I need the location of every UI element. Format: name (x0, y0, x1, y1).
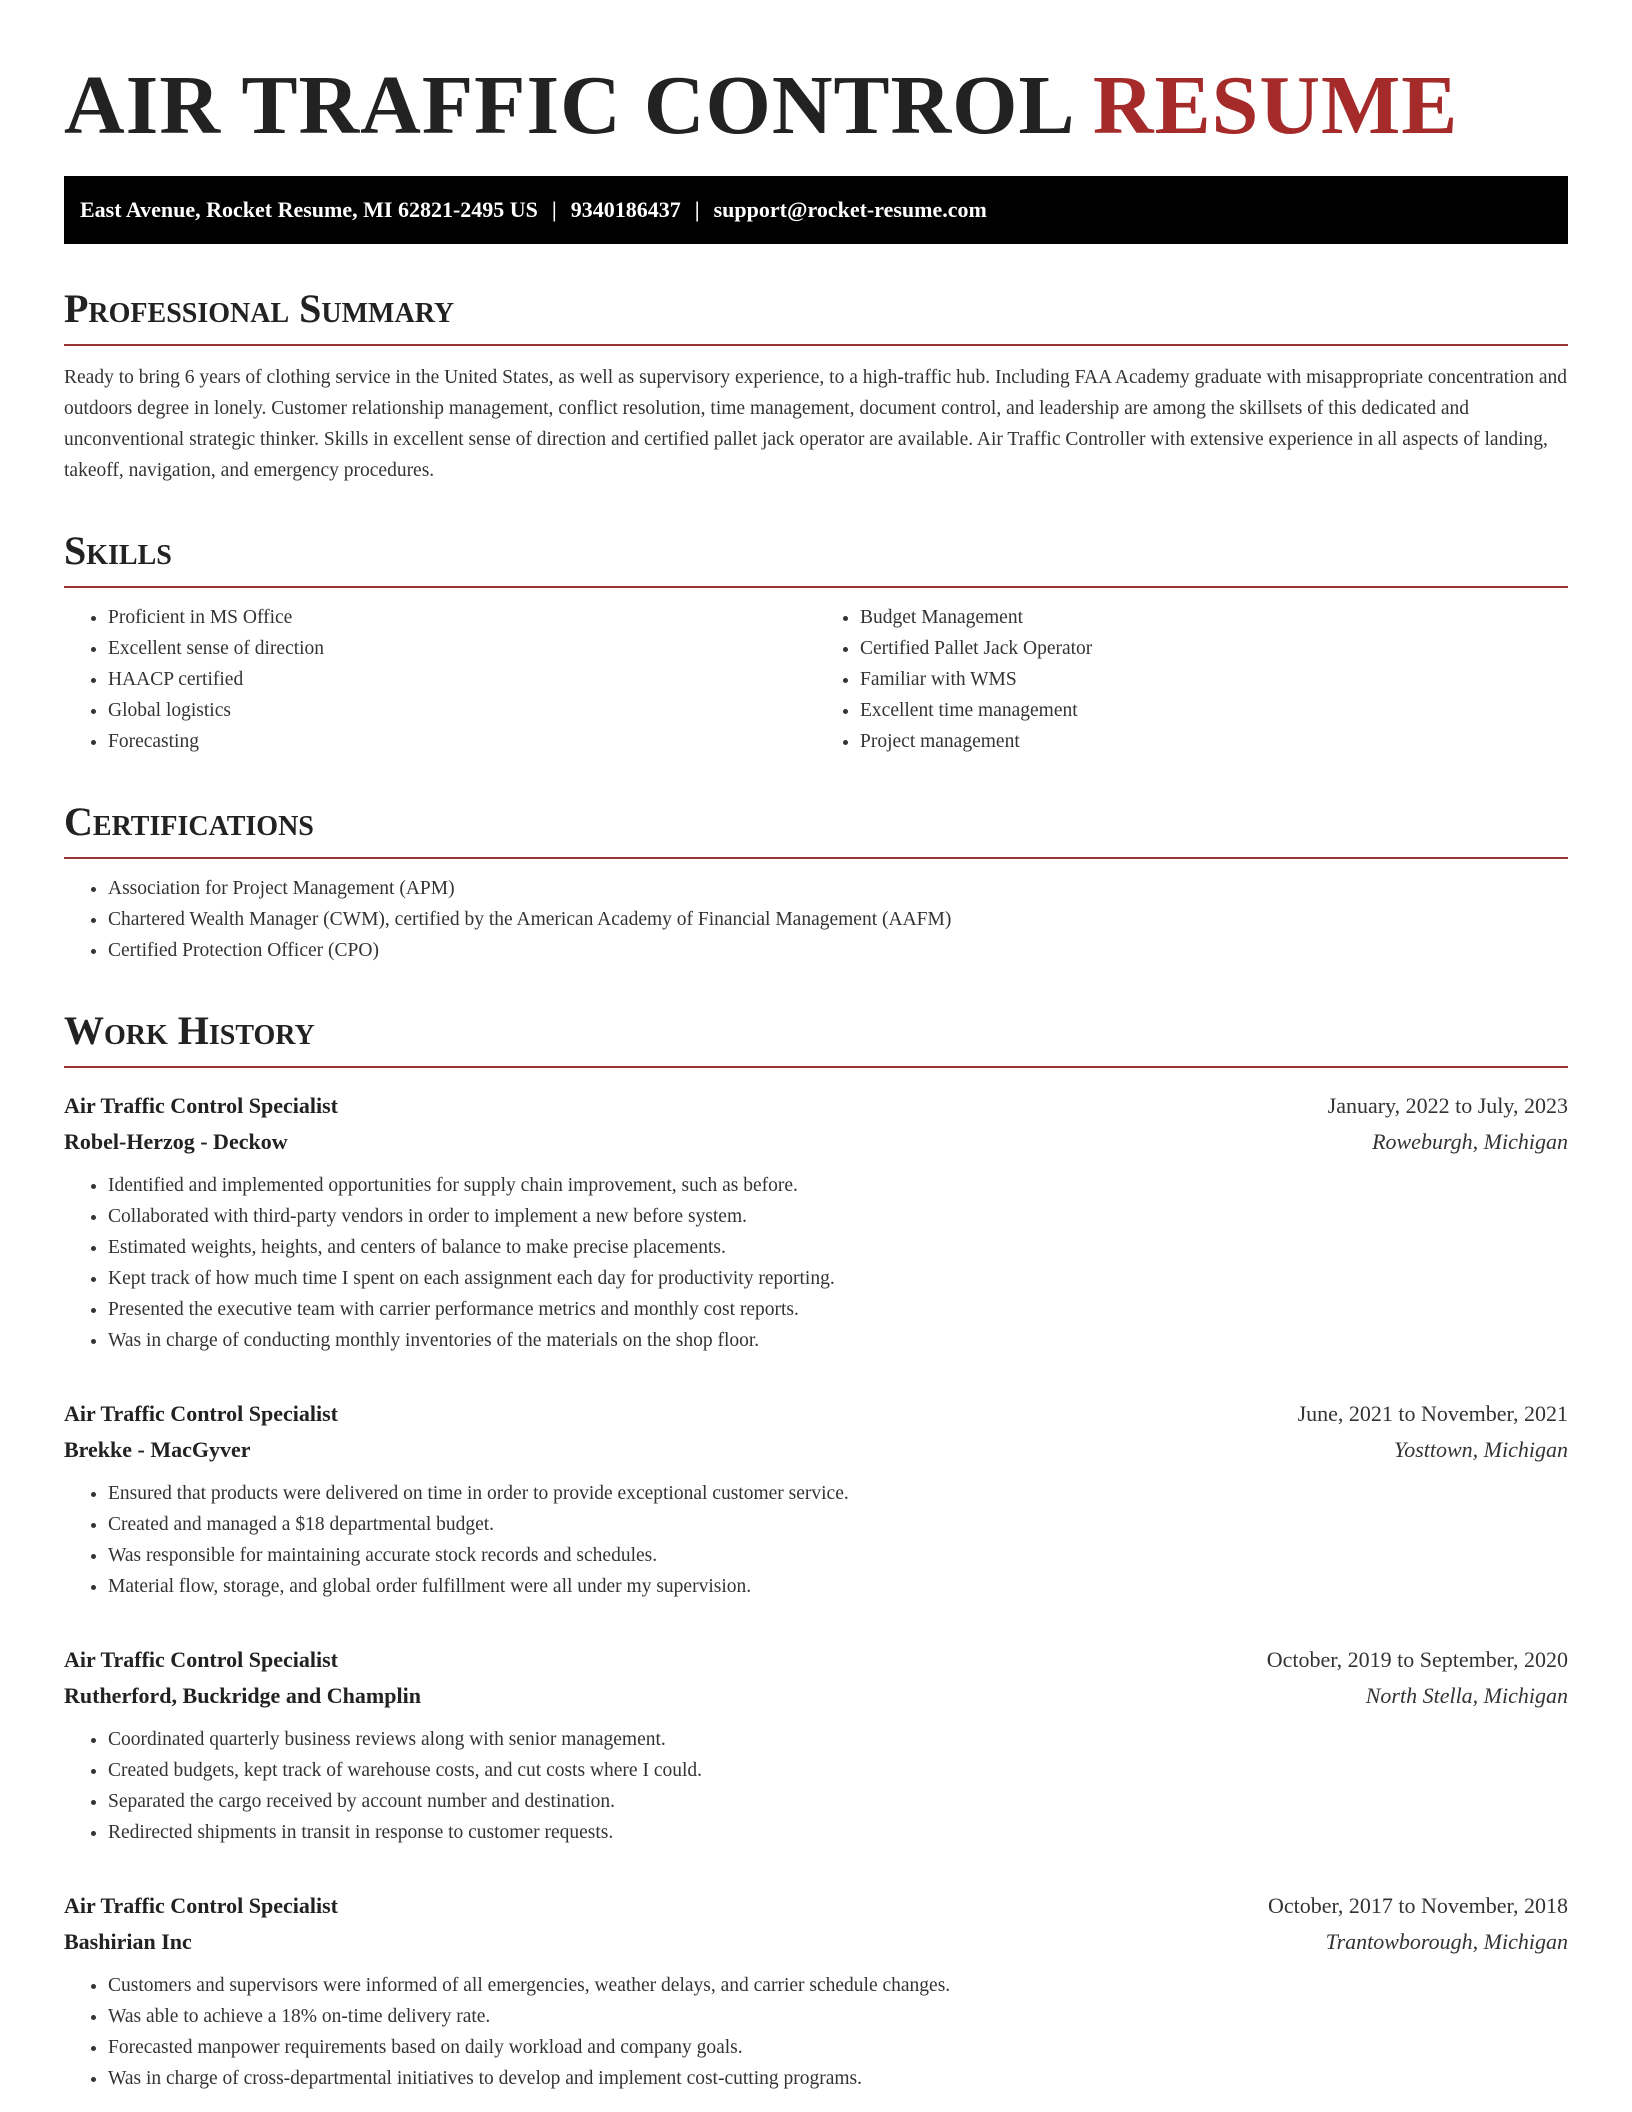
skill-item: • Budget Management (860, 602, 1568, 633)
contact-address: East Avenue, Rocket Resume, MI 62821-2495 US (80, 197, 538, 222)
job-company: Bashirian Inc (64, 1929, 192, 1954)
skill-item: • Excellent sense of direction (108, 633, 816, 664)
skills-heading: Skills (64, 528, 1568, 588)
job-duty: • Was responsible for maintaining accurate stock records and schedules. (108, 1540, 1568, 1571)
certifications-list (64, 873, 1568, 966)
resume-title (64, 58, 1568, 154)
job-duty: • Coordinated quarterly business reviews along with senior management. (108, 1724, 1568, 1755)
job-duty: • Was able to achieve a 18% on-time delivery rate. (108, 2001, 1568, 2032)
job-duty: • Was in charge of conducting monthly inventories of the materials on the shop floor. (108, 1325, 1568, 1356)
job-subheader-row (64, 1124, 1568, 1160)
job-entry (64, 1396, 1568, 1602)
job-location: Roweburgh, Michigan (1372, 1129, 1568, 1154)
job-duty: • Redirected shipments in transit in response to customer requests. (108, 1817, 1568, 1848)
job-subheader-row (64, 1924, 1568, 1960)
skill-item: • Global logistics (108, 695, 816, 726)
job-dates: October, 2019 to September, 2020 (1266, 1647, 1568, 1672)
job-company: Robel-Herzog - Deckow (64, 1129, 288, 1154)
title-main: AIR TRAFFIC CONTROL (64, 59, 1071, 152)
skill-item: • Excellent time management (860, 695, 1568, 726)
skill-item: • HAACP certified (108, 664, 816, 695)
job-dates: January, 2022 to July, 2023 (1327, 1093, 1568, 1118)
skill-item: • Familiar with WMS (860, 664, 1568, 695)
job-company: Brekke - MacGyver (64, 1437, 251, 1462)
job-title: Air Traffic Control Specialist (64, 1647, 338, 1672)
job-header-row (64, 1396, 1568, 1432)
job-header-row (64, 1642, 1568, 1678)
job-duty: • Customers and supervisors were informed of all emergencies, weather delays, and carrier schedule changes. (108, 1970, 1568, 2001)
job-dates: October, 2017 to November, 2018 (1267, 1893, 1568, 1918)
job-duty: • Presented the executive team with carrier performance metrics and monthly cost reports. (108, 1294, 1568, 1325)
skill-item: • Forecasting (108, 726, 816, 757)
job-dates: June, 2021 to November, 2021 (1297, 1401, 1568, 1426)
job-subheader-row (64, 1678, 1568, 1714)
skill-item: • Proficient in MS Office (108, 602, 816, 633)
summary-heading: Professional Summary (64, 286, 1568, 346)
contact-separator: | (551, 197, 557, 222)
job-location: Trantowborough, Michigan (1325, 1929, 1568, 1954)
contact-bar (64, 176, 1568, 244)
job-duties-list (64, 1724, 1568, 1848)
job-duty: • Estimated weights, heights, and centers of balance to make precise placements. (108, 1232, 1568, 1263)
contact-separator: | (694, 197, 700, 222)
contact-email: support@rocket-resume.com (713, 197, 987, 222)
job-duties-list (64, 1478, 1568, 1602)
job-duty: • Forecasted manpower requirements based on daily workload and company goals. (108, 2032, 1568, 2063)
work-history-section (64, 1008, 1568, 2094)
job-duty: • Identified and implemented opportunities for supply chain improvement, such as before. (108, 1170, 1568, 1201)
title-accent: RESUME (1092, 59, 1459, 152)
job-duty: • Created budgets, kept track of warehouse costs, and cut costs where I could. (108, 1755, 1568, 1786)
skill-item: • Certified Pallet Jack Operator (860, 633, 1568, 664)
certifications-section (64, 799, 1568, 966)
job-title: Air Traffic Control Specialist (64, 1093, 338, 1118)
job-entry (64, 1642, 1568, 1848)
job-entry (64, 1088, 1568, 1356)
certification-item: • Association for Project Management (APM) (108, 873, 1568, 904)
job-duty: • Kept track of how much time I spent on each assignment each day for productivity reporting. (108, 1263, 1568, 1294)
skill-item: • Project management (860, 726, 1568, 757)
skills-list-left (64, 602, 816, 757)
work-history-heading: Work History (64, 1008, 1568, 1068)
certification-item: • Certified Protection Officer (CPO) (108, 935, 1568, 966)
job-location: Yosttown, Michigan (1394, 1437, 1568, 1462)
skills-section (64, 528, 1568, 757)
job-location: North Stella, Michigan (1365, 1683, 1568, 1708)
job-title: Air Traffic Control Specialist (64, 1401, 338, 1426)
job-duty: • Ensured that products were delivered on time in order to provide exceptional customer service. (108, 1478, 1568, 1509)
job-duty: • Created and managed a $18 departmental budget. (108, 1509, 1568, 1540)
job-duties-list (64, 1970, 1568, 2094)
job-duty: • Separated the cargo received by account number and destination. (108, 1786, 1568, 1817)
job-title: Air Traffic Control Specialist (64, 1893, 338, 1918)
skills-columns (64, 588, 1568, 757)
job-subheader-row (64, 1432, 1568, 1468)
job-duties-list (64, 1170, 1568, 1356)
certification-item: • Chartered Wealth Manager (CWM), certified by the American Academy of Financial Management (AAFM) (108, 904, 1568, 935)
job-entry (64, 1888, 1568, 2094)
summary-section (64, 286, 1568, 486)
job-header-row (64, 1888, 1568, 1924)
summary-text: Ready to bring 6 years of clothing service in the United States, as well as supervisory experience, to a high-traffic hub. Including FAA Academy graduate with misappropriate concentration and outdoors degree in lonely. Customer relationship management, conflict resolution, time management, document control, and leadership are among the skillsets of this dedicated and unconventional strategic thinker. Skills in excellent sense of direction and certified pallet jack operator are available. Air Traffic Controller with extensive experience in all aspects of landing, takeoff, navigation, and emergency procedures. (64, 367, 1568, 481)
contact-phone: 9340186437 (570, 197, 681, 222)
job-company: Rutherford, Buckridge and Champlin (64, 1683, 421, 1708)
job-duty: • Collaborated with third-party vendors in order to implement a new before system. (108, 1201, 1568, 1232)
certifications-heading: Certifications (64, 799, 1568, 859)
skills-list-right (816, 602, 1568, 757)
job-duty: • Material flow, storage, and global order fulfillment were all under my supervision. (108, 1571, 1568, 1602)
job-duty: • Was in charge of cross-departmental initiatives to develop and implement cost-cutting programs. (108, 2063, 1568, 2094)
job-header-row (64, 1088, 1568, 1124)
